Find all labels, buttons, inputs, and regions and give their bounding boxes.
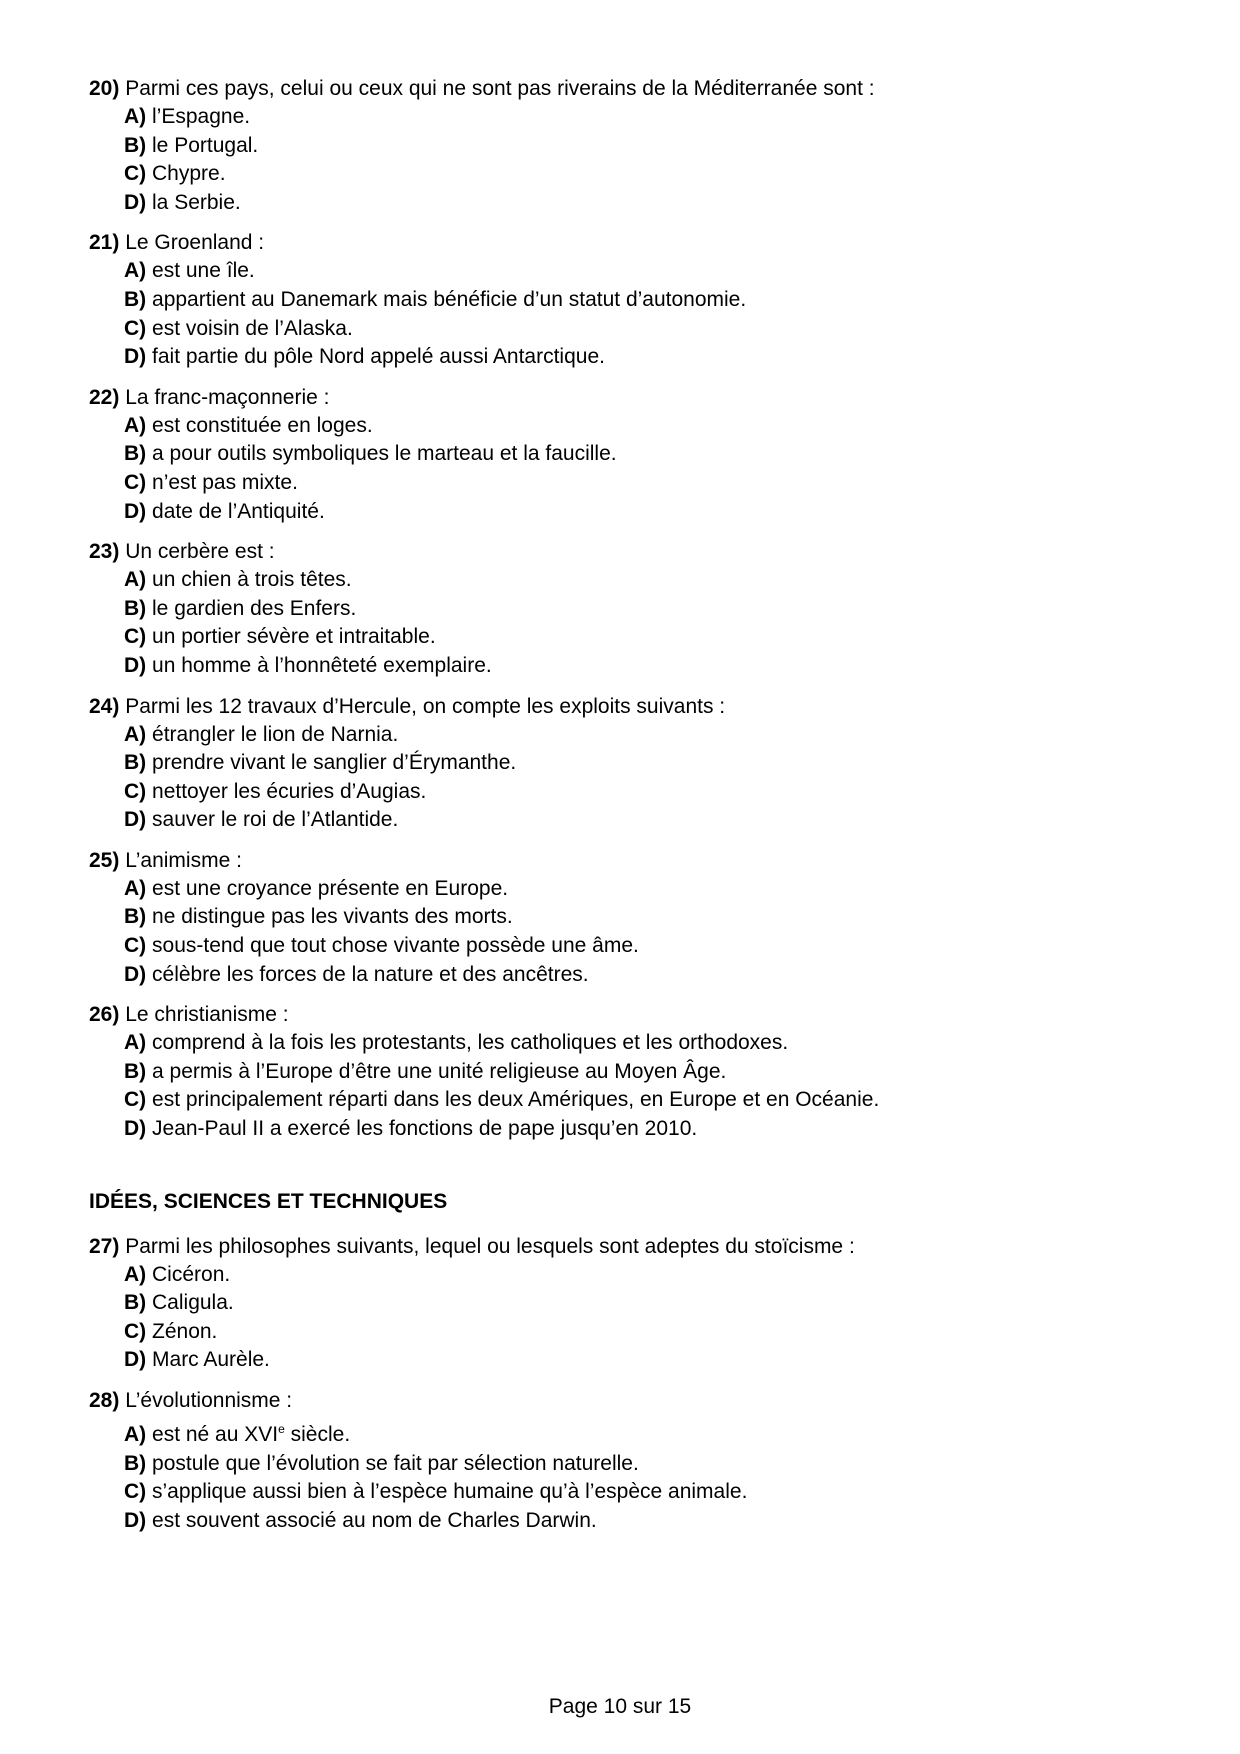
option-text: Jean-Paul II a exercé les fonctions de pape jusqu’en 2010.: [152, 1117, 698, 1141]
page-content: [89, 75, 1179, 1547]
option-text: Cicéron.: [152, 1262, 231, 1286]
option-letter: C): [124, 316, 147, 340]
option-text: le gardien des Enfers.: [152, 596, 357, 620]
question-group-culture: [89, 75, 1179, 1144]
option-text: est souvent associé au nom de Charles Darwin.: [152, 1508, 597, 1532]
answer-option: [89, 595, 1179, 624]
answer-option: [89, 875, 1179, 904]
question-number: 20): [89, 77, 120, 100]
answer-option: [89, 652, 1179, 681]
question-20: [89, 75, 1179, 217]
question-text: La franc-maçonnerie :: [125, 385, 330, 409]
answer-option: [89, 721, 1179, 750]
option-letter: C): [124, 1088, 147, 1112]
question-stem: [89, 847, 1179, 875]
option-letter: B): [124, 596, 147, 620]
question-26: [89, 1001, 1179, 1143]
question-number: 26): [89, 1003, 120, 1027]
option-text: est voisin de l’Alaska.: [152, 316, 353, 340]
answer-option: [89, 1415, 1179, 1450]
question-27: [89, 1233, 1179, 1375]
option-letter: A): [124, 259, 147, 283]
question-text: Le Groenland :: [125, 231, 265, 255]
option-letter: B): [124, 442, 147, 466]
option-letter: C): [124, 625, 147, 649]
question-stem: [89, 538, 1179, 566]
option-text: Chypre.: [152, 162, 226, 186]
option-letter: B): [124, 1291, 147, 1315]
answer-option: [89, 1507, 1179, 1536]
option-letter: A): [124, 1423, 147, 1446]
option-letter: B): [124, 1451, 147, 1475]
option-letter: A): [124, 722, 147, 746]
answer-option: [89, 1346, 1179, 1375]
option-letter: C): [124, 162, 147, 186]
option-letter: A): [124, 568, 147, 592]
answer-option: [89, 160, 1179, 189]
answer-option: [89, 623, 1179, 652]
question-text: L’évolutionnisme :: [125, 1389, 293, 1412]
question-24: [89, 693, 1179, 835]
option-text: le Portugal.: [152, 133, 259, 157]
answer-option: [89, 1058, 1179, 1087]
answer-option: [89, 1029, 1179, 1058]
option-text: sauver le roi de l’Atlantide.: [152, 808, 399, 832]
question-25: [89, 847, 1179, 989]
option-letter: B): [124, 905, 147, 929]
option-text: étrangler le lion de Narnia.: [152, 722, 399, 746]
answer-option: [89, 103, 1179, 132]
answer-option: [89, 1261, 1179, 1290]
answer-option: [89, 315, 1179, 344]
answer-option: [89, 189, 1179, 218]
option-letter: D): [124, 1508, 147, 1532]
question-stem: [89, 229, 1179, 257]
question-text: L’animisme :: [125, 848, 242, 872]
option-text: est né au XVI: [152, 1423, 279, 1446]
question-number: 28): [89, 1389, 120, 1412]
option-text: n’est pas mixte.: [152, 470, 298, 494]
question-number: 27): [89, 1234, 120, 1258]
answer-option: [89, 286, 1179, 315]
option-letter: D): [124, 345, 147, 369]
question-number: 23): [89, 540, 120, 564]
option-letter: C): [124, 470, 147, 494]
option-text: Caligula.: [152, 1291, 234, 1315]
answer-option: [89, 498, 1179, 527]
option-letter: D): [124, 190, 147, 214]
option-text: sous-tend que tout chose vivante possède une âme.: [152, 934, 639, 958]
answer-option: [89, 749, 1179, 778]
question-number: 25): [89, 848, 120, 872]
answer-option: [89, 469, 1179, 498]
superscript: e: [278, 1422, 285, 1436]
option-text: est constituée en loges.: [152, 413, 373, 437]
option-letter: A): [124, 413, 147, 437]
option-text: est une croyance présente en Europe.: [152, 876, 509, 900]
option-text: date de l’Antiquité.: [152, 499, 325, 523]
option-text: l’Espagne.: [152, 105, 251, 128]
option-letter: C): [124, 1319, 147, 1343]
answer-option: [89, 932, 1179, 961]
answer-option: [89, 412, 1179, 441]
option-letter: A): [124, 105, 147, 128]
option-text: est principalement réparti dans les deux Amériques, en Europe et en Océanie.: [152, 1088, 880, 1112]
option-letter: B): [124, 1059, 147, 1083]
answer-option: [89, 566, 1179, 595]
answer-option: [89, 1115, 1179, 1144]
option-text: est une île.: [152, 259, 255, 283]
section-title: IDÉES, SCIENCES ET TECHNIQUES: [89, 1189, 448, 1213]
option-text: Marc Aurèle.: [152, 1348, 270, 1372]
answer-option: [89, 1478, 1179, 1507]
option-text: siècle.: [284, 1423, 351, 1446]
question-stem: [89, 693, 1179, 721]
option-letter: D): [124, 962, 147, 986]
option-text: fait partie du pôle Nord appelé aussi Antarctique.: [152, 345, 605, 369]
question-23: [89, 538, 1179, 680]
answer-option: [89, 440, 1179, 469]
option-text: Zénon.: [152, 1319, 218, 1343]
answer-option: [89, 806, 1179, 835]
answer-option: [89, 778, 1179, 807]
question-21: [89, 229, 1179, 371]
option-letter: C): [124, 934, 147, 958]
page-footer: Page 10 sur 15: [548, 1695, 692, 1718]
question-stem: [89, 1387, 1179, 1415]
answer-option: [89, 1086, 1179, 1115]
option-text: a pour outils symboliques le marteau et la faucille.: [152, 442, 617, 466]
option-letter: D): [124, 1117, 147, 1141]
question-number: 21): [89, 231, 120, 255]
option-letter: D): [124, 653, 147, 677]
question-stem: [89, 384, 1179, 412]
option-letter: B): [124, 133, 147, 157]
option-letter: B): [124, 287, 147, 311]
answer-option: [89, 1318, 1179, 1347]
option-text: comprend à la fois les protestants, les catholiques et les orthodoxes.: [152, 1031, 789, 1055]
answer-option: [89, 903, 1179, 932]
option-text: la Serbie.: [152, 190, 241, 214]
option-text: ne distingue pas les vivants des morts.: [152, 905, 513, 929]
question-stem: [89, 1233, 1179, 1261]
option-letter: D): [124, 808, 147, 832]
option-letter: C): [124, 1480, 147, 1504]
answer-option: [89, 1450, 1179, 1479]
option-text: un chien à trois têtes.: [152, 568, 352, 592]
option-text: un portier sévère et intraitable.: [152, 625, 436, 649]
option-letter: B): [124, 751, 147, 775]
question-number: 22): [89, 385, 120, 409]
question-stem: [89, 1001, 1179, 1029]
answer-option: [89, 257, 1179, 286]
option-text: nettoyer les écuries d’Augias.: [152, 779, 427, 803]
option-text: prendre vivant le sanglier d’Érymanthe.: [152, 751, 517, 775]
option-letter: A): [124, 1262, 147, 1286]
question-22: [89, 384, 1179, 526]
option-text: s’applique aussi bien à l’espèce humaine qu’à l’espèce animale.: [152, 1480, 748, 1504]
question-28: [89, 1387, 1179, 1535]
option-letter: D): [124, 499, 147, 523]
option-text: célèbre les forces de la nature et des ancêtres.: [152, 962, 589, 986]
option-letter: D): [124, 1348, 147, 1372]
question-stem: [89, 75, 1179, 103]
option-text: appartient au Danemark mais bénéficie d’un statut d’autonomie.: [152, 287, 747, 311]
answer-option: [89, 132, 1179, 161]
question-text: Un cerbère est :: [125, 540, 275, 564]
option-letter: C): [124, 779, 147, 803]
answer-option: [89, 961, 1179, 990]
answer-option: [89, 343, 1179, 372]
question-number: 24): [89, 694, 120, 718]
option-text: un homme à l’honnêteté exemplaire.: [152, 653, 492, 677]
question-group-sciences: [89, 1233, 1179, 1536]
option-text: postule que l’évolution se fait par sélection naturelle.: [152, 1451, 639, 1475]
question-text: Parmi ces pays, celui ou ceux qui ne sont pas riverains de la Méditerranée sont :: [125, 77, 875, 100]
option-letter: A): [124, 1031, 147, 1055]
question-text: Le christianisme :: [125, 1003, 289, 1027]
question-text: Parmi les philosophes suivants, lequel ou lesquels sont adeptes du stoïcisme :: [125, 1234, 855, 1258]
question-text: Parmi les 12 travaux d’Hercule, on compte les exploits suivants :: [125, 694, 726, 718]
answer-option: [89, 1289, 1179, 1318]
option-letter: A): [124, 876, 147, 900]
option-text: a permis à l’Europe d’être une unité religieuse au Moyen Âge.: [152, 1059, 727, 1083]
